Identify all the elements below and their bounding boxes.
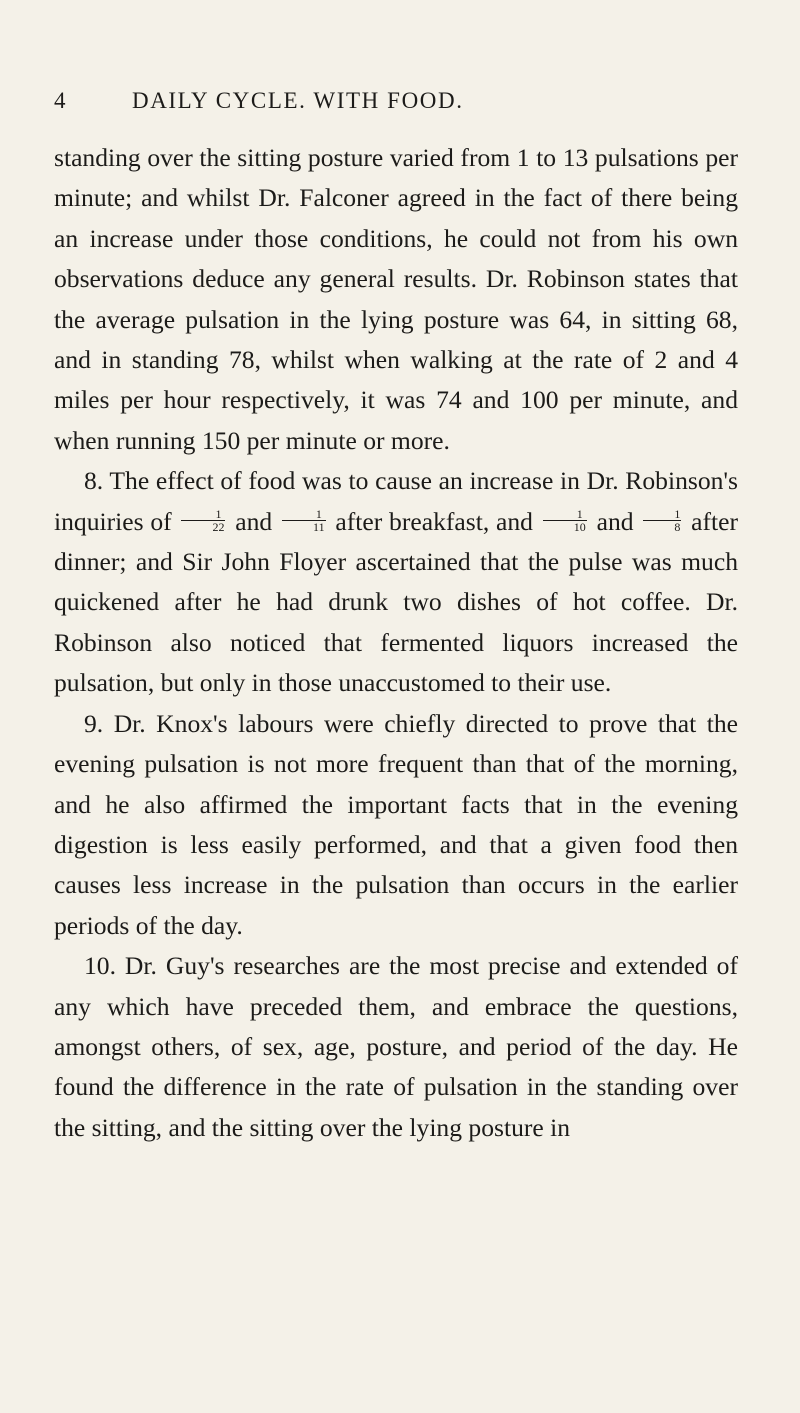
fraction-numerator: 1 xyxy=(181,508,225,521)
fraction-denominator: 8 xyxy=(674,520,681,535)
text-segment: and xyxy=(596,506,634,536)
fraction-denominator: 11 xyxy=(313,520,325,535)
fraction-numerator: 1 xyxy=(282,508,326,521)
paragraph-1: standing over the sitting posture varied from 1 to 13 pulsations per minute; and whilst Dr. Falconer agreed in the fact of there being an increase under those conditions, he could not from his own observations deduce any general results. Dr. Robinson states that the average pulsation in the lying posture was 64, in sitting 68, and in standing 78, whilst when walking at the rate of 2 and 4 miles per hour respectively, it was 74 and 100 per minute, and when running 150 per minute or more. xyxy=(54,143,738,455)
running-title: DAILY CYCLE. WITH FOOD. xyxy=(132,88,464,113)
fraction-numerator: 1 xyxy=(643,508,681,521)
paragraph-8 xyxy=(54,461,738,703)
fraction-one-tenth xyxy=(543,508,587,533)
text-segment: after breakfast, and xyxy=(335,506,533,536)
paragraph-9: 9. Dr. Knox's labours were chiefly directed to prove that the evening pulsation is not more frequent than that of the morning, and he also affirmed the important facts that in the evening digestion is less easily performed, and that a given food then causes less increase in the pulsation than occurs in the earlier periods of the day. xyxy=(54,708,738,940)
fraction-one-twenty-second xyxy=(181,508,225,533)
text-segment: 8. The effect of food was to cause an increase in Dr. Robinson's inquiries of xyxy=(54,466,738,536)
body-text xyxy=(54,138,738,1148)
fraction-one-eleventh xyxy=(282,508,326,533)
text-segment: after dinner; and Sir John Floyer ascertained that the pulse was much quickened after he had drunk two dishes of hot coffee. Dr. Robinson also noticed that fermented liquors increased the pulsation, but only in those unaccustomed to their use. xyxy=(54,506,739,698)
fraction-denominator: 22 xyxy=(212,520,225,535)
page-number: 4 xyxy=(54,88,66,113)
text-segment: and xyxy=(235,506,273,536)
fraction-one-eighth xyxy=(643,508,681,533)
fraction-denominator: 10 xyxy=(573,520,586,535)
running-header xyxy=(54,88,738,128)
fraction-numerator: 1 xyxy=(543,508,587,521)
paragraph-10: 10. Dr. Guy's researches are the most precise and extended of any which have preceded them, and embrace the questions, amongst others, of sex, age, posture, and period of the day. He found the difference in the rate of pulsation in the standing over the sitting, and the sitting over the lying posture in xyxy=(54,951,738,1142)
